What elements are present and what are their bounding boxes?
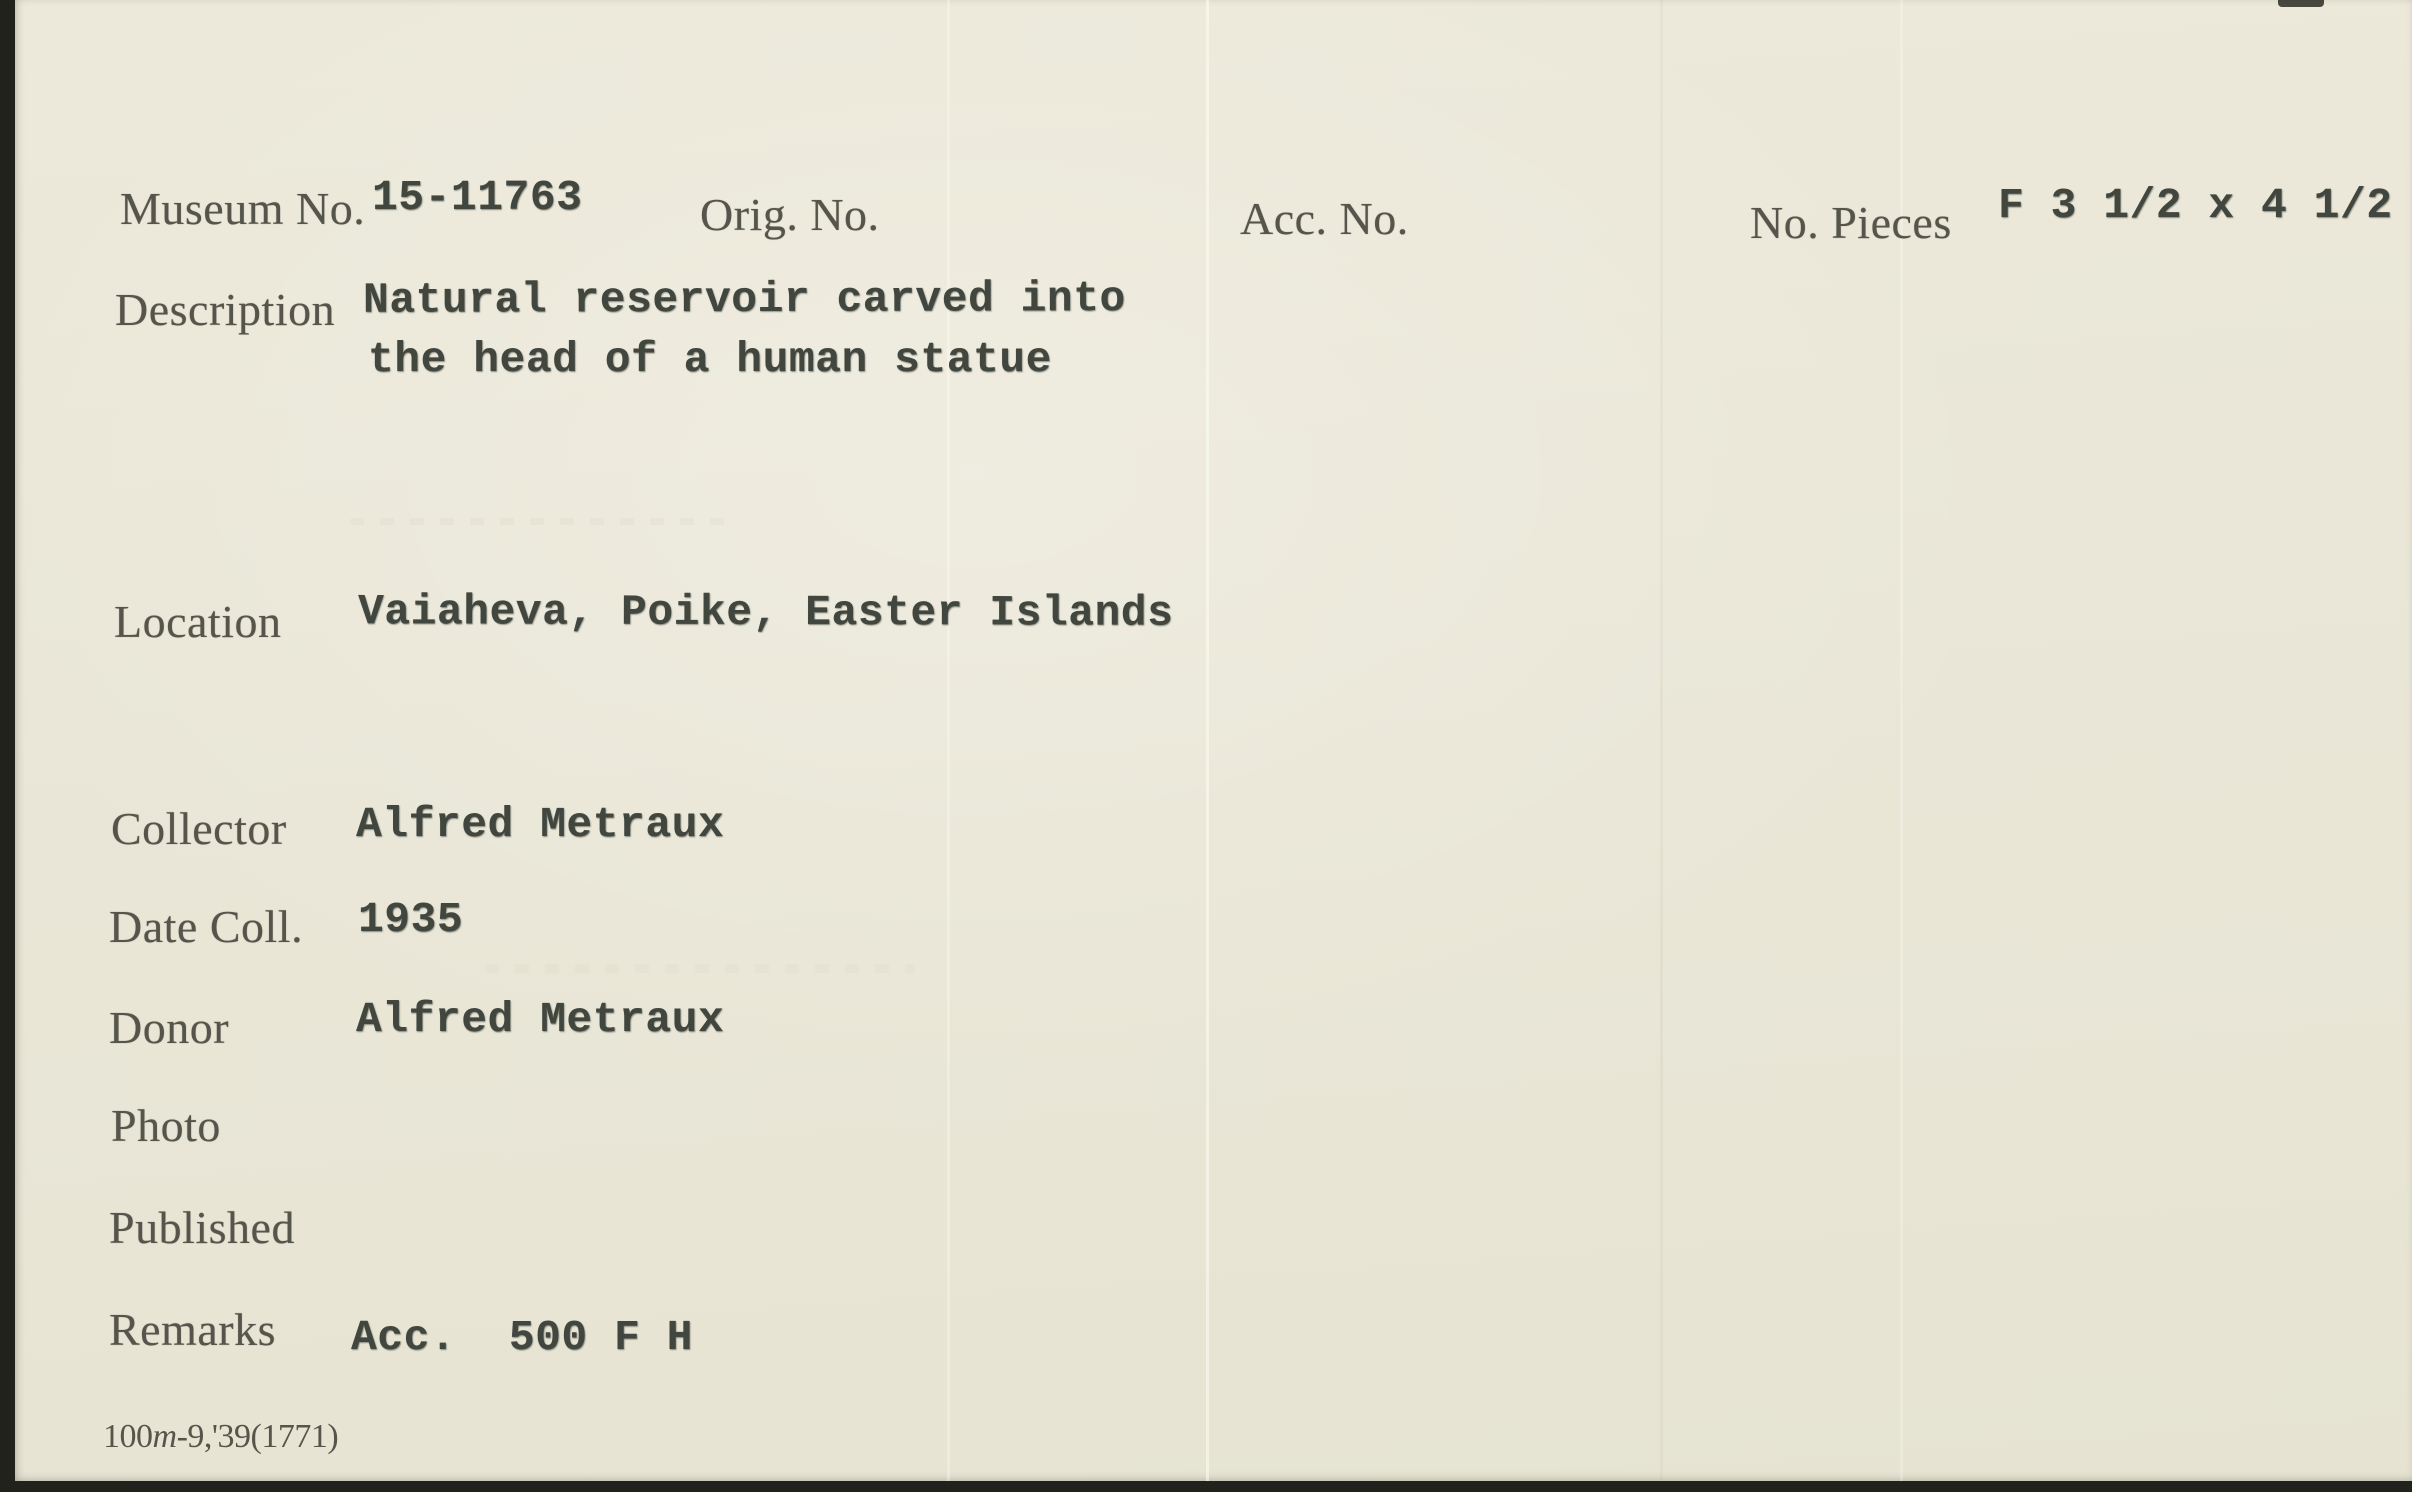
scan-corner-mark [2278, 0, 2324, 7]
collector-value: Alfred Metraux [356, 800, 725, 849]
scan-streak [1206, 0, 1209, 1481]
museum-no-value: 15-11763 [372, 173, 583, 222]
no-pieces-label: No. Pieces [1750, 197, 1952, 248]
description-label: Description [115, 284, 336, 335]
print-code-suffix: -9,'39(1771) [176, 1418, 339, 1455]
museum-no-label: Museum No. [120, 183, 366, 234]
published-label: Published [109, 1202, 295, 1253]
remarks-value: Acc. 500 F H [351, 1313, 693, 1362]
scan-streak [1660, 0, 1663, 1481]
orig-no-label: Orig. No. [700, 189, 880, 240]
photo-label: Photo [111, 1100, 221, 1151]
donor-value: Alfred Metraux [356, 995, 725, 1044]
donor-label: Donor [109, 1002, 230, 1053]
date-coll-value: 1935 [358, 895, 464, 944]
collector-label: Collector [111, 803, 287, 854]
description-value-line1: Natural reservoir carved into [362, 274, 1126, 325]
location-value: Vaiaheva, Poike, Easter Islands [357, 587, 1174, 638]
ink-smudge [350, 518, 740, 525]
scan-streak [947, 0, 950, 1481]
description-value-line2: the head of a human statue [368, 335, 1052, 384]
acc-no-label: Acc. No. [1240, 193, 1409, 244]
catalog-card [15, 0, 2412, 1481]
no-pieces-value: F 3 1/2 x 4 1/2 [1998, 181, 2393, 230]
date-coll-label: Date Coll. [109, 901, 304, 952]
print-code-italic-m: m [152, 1418, 177, 1455]
print-code-prefix: 100 [103, 1418, 153, 1455]
remarks-label: Remarks [109, 1304, 277, 1355]
print-code [103, 1420, 338, 1454]
ink-smudge [485, 964, 915, 973]
location-label: Location [114, 596, 282, 647]
